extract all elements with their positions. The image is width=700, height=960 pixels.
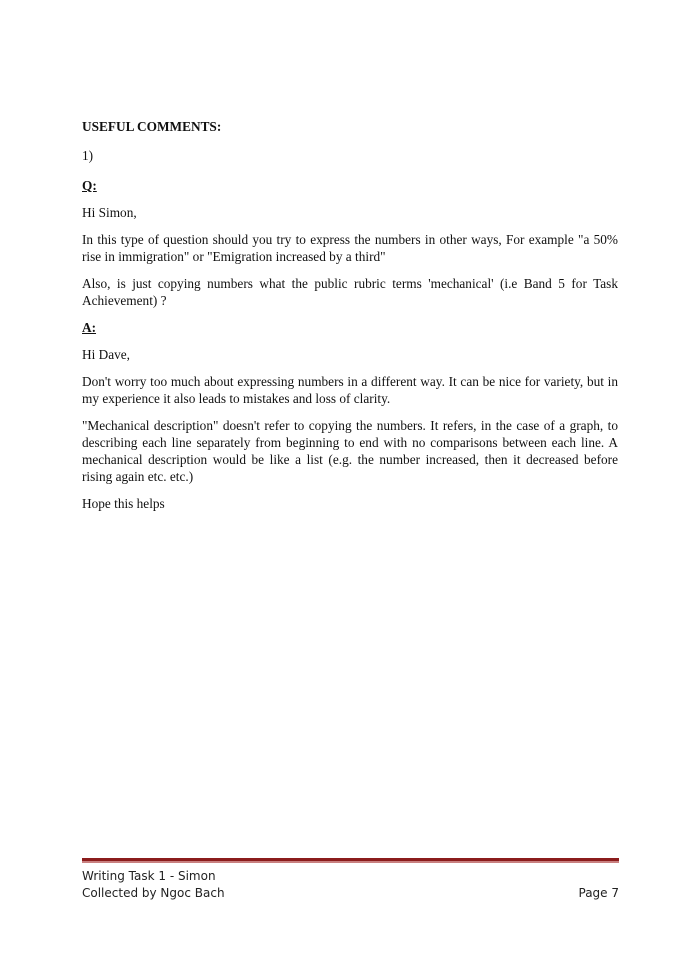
- question-greeting: Hi Simon,: [82, 205, 137, 220]
- answer-label: A:: [82, 320, 97, 335]
- question-label: Q:: [82, 178, 97, 193]
- document-body: [82, 118, 618, 522]
- question-paragraph: Also, is just copying numbers what the public rubric terms 'mechanical' (i.e Band 5 for Task Achievement) ?: [82, 276, 618, 308]
- answer-paragraph: "Mechanical description" doesn't refer to copying the numbers. It refers, in the case of a graph, to describing each line separately from beginning to end with no comparisons between each line. A mechanical description would be like a list (e.g. the number increased, then it decreased before rising again etc. etc.): [82, 418, 618, 484]
- answer-greeting: Hi Dave,: [82, 347, 130, 362]
- question-paragraph: In this type of question should you try to express the numbers in other ways, For example "a 50% rise in immigration" or "Emigration increased by a third": [82, 232, 618, 264]
- answer-closing: Hope this helps: [82, 496, 165, 511]
- footer-divider-light: [82, 861, 619, 863]
- footer-collector: Collected by Ngoc Bach: [82, 886, 225, 900]
- footer-divider: [82, 858, 619, 864]
- footer-row: [82, 885, 619, 902]
- footer-title: Writing Task 1 - Simon: [82, 869, 216, 883]
- item-number: 1): [82, 148, 94, 163]
- answer-paragraph: Don't worry too much about expressing numbers in a different way. It can be nice for variety, but in my experience it also leads to mistakes and loss of clarity.: [82, 374, 618, 406]
- section-heading: USEFUL COMMENTS:: [82, 119, 222, 134]
- footer-page-number: Page 7: [578, 886, 619, 900]
- page-footer: [82, 868, 619, 902]
